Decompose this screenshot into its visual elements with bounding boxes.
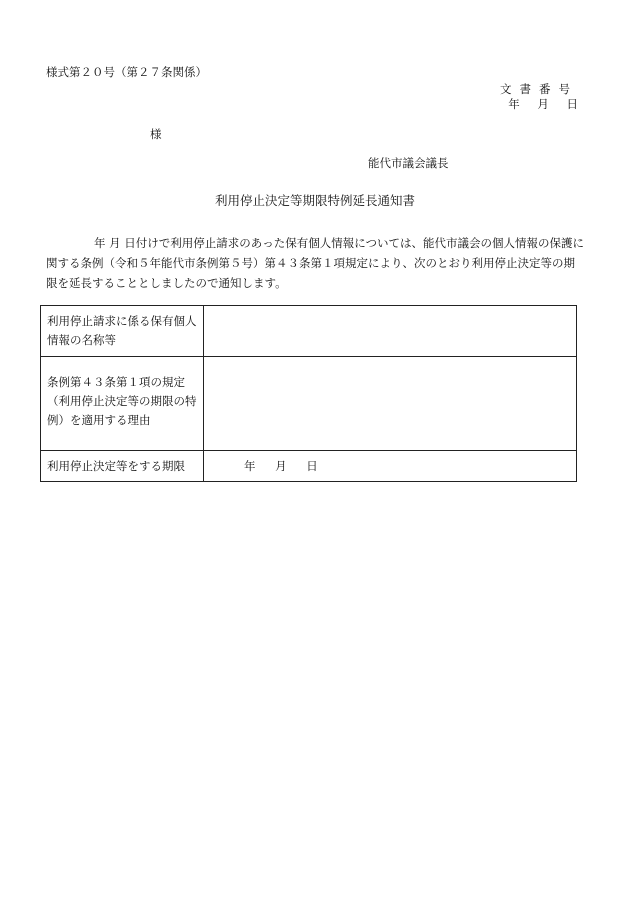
- addressee: 様: [150, 127, 162, 141]
- row-label: 利用停止請求に係る保有個人情報の名称等: [41, 306, 204, 357]
- row-label: 利用停止決定等をする期限: [41, 451, 204, 482]
- body-paragraph: 年 月 日付けで利用停止請求のあった保有個人情報については、能代市議会の個人情報の保護に関する条例（令和５年能代市条例第５号）第４３条第１項規定により、次のとおり利用停止決定等の期限を延長することとしましたので通知します。: [46, 236, 584, 290]
- table-row: [41, 451, 577, 482]
- document-date: 年 月 日: [508, 97, 578, 111]
- document-title: 利用停止決定等期限特例延長通知書: [214, 193, 415, 208]
- row-value: [204, 306, 577, 357]
- row-value: [204, 357, 577, 451]
- table-row: [41, 357, 577, 451]
- deadline-date: 年 月 日: [244, 459, 318, 473]
- table-row: [41, 306, 577, 357]
- form-number: 様式第２０号（第２７条関係）: [46, 65, 207, 79]
- row-label: 条例第４３条第１項の規定（利用停止決定等の期限の特例）を適用する理由: [41, 357, 204, 451]
- sender: 能代市議会議長: [368, 156, 449, 170]
- info-table: [40, 305, 577, 482]
- document-number: 文書番号: [500, 82, 578, 96]
